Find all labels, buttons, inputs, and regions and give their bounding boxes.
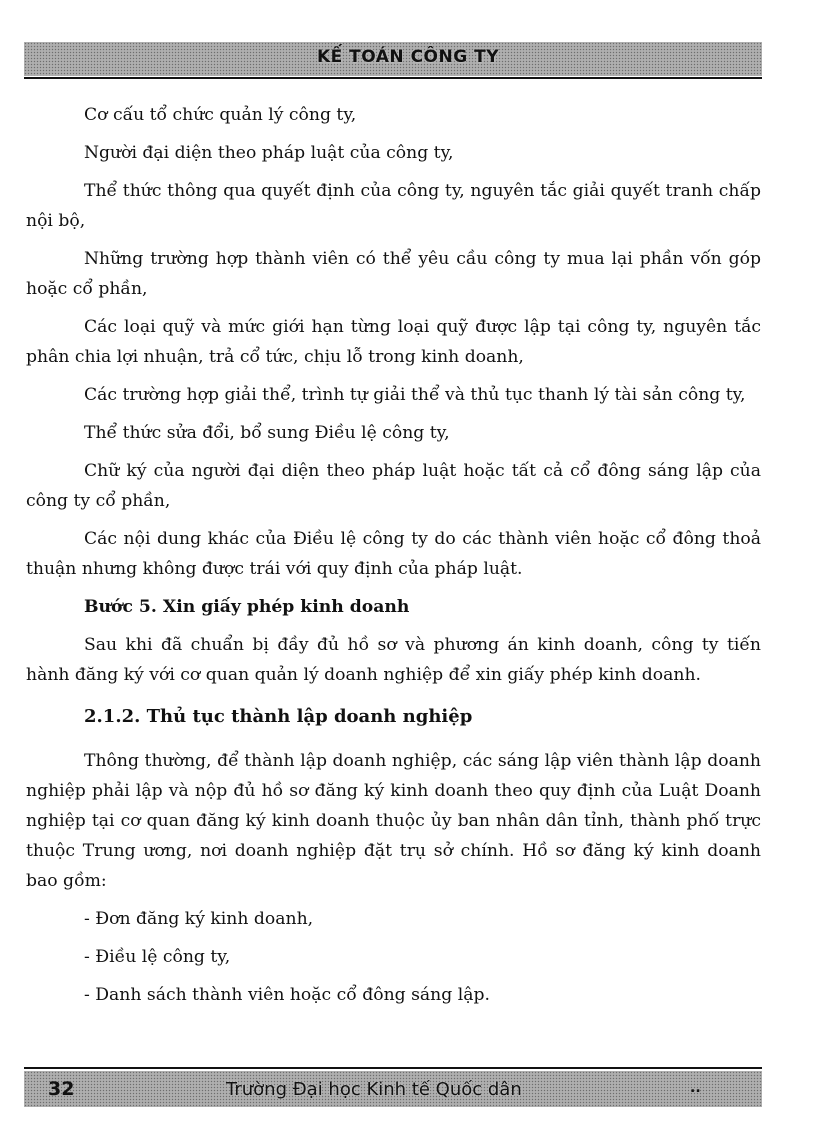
footer-rule xyxy=(24,1067,762,1069)
paragraph: Người đại diện theo pháp luật của công ty, xyxy=(84,143,454,163)
footer-dots: .. xyxy=(690,1080,701,1096)
page-body xyxy=(26,100,761,1018)
section-paragraph: Thông thường, để thành lập doanh nghiệp, các sáng lập viên thành lập doanh nghiệp phải lập và nộp đủ hồ sơ đăng ký kinh doanh theo quy định của Luật Doanh nghiệp tại cơ quan đăng ký kinh doanh thuộc ủy ban nhân dân tỉnh, thành phố trực thuộc Trung ương, nơi doanh nghiệp đặt trụ sở chính. Hồ sơ đăng ký kinh doanh bao gồm: xyxy=(26,751,761,891)
paragraph: Cơ cấu tổ chức quản lý công ty, xyxy=(84,105,357,125)
step-5-heading: Bước 5. Xin giấy phép kinh doanh xyxy=(84,597,410,617)
step-5-paragraph: Sau khi đã chuẩn bị đầy đủ hồ sơ và phương án kinh doanh, công ty tiến hành đăng ký với cơ quan quản lý doanh nghiệp để xin giấy phép kinh doanh. xyxy=(26,635,761,685)
page-number: 32 xyxy=(48,1078,75,1100)
paragraph: Các loại quỹ và mức giới hạn từng loại quỹ được lập tại công ty, nguyên tắc phân chia lợi nhuận, trả cổ tức, chịu lỗ trong kinh doanh, xyxy=(26,317,761,367)
running-footer-title: Trường Đại học Kinh tế Quốc dân xyxy=(226,1079,522,1100)
header-rule xyxy=(24,77,762,79)
list-item: - Đơn đăng ký kinh doanh, xyxy=(84,909,314,929)
paragraph: Thể thức sửa đổi, bổ sung Điều lệ công ty, xyxy=(84,423,450,443)
paragraph: Những trường hợp thành viên có thể yêu cầu công ty mua lại phần vốn góp hoặc cổ phần, xyxy=(26,249,761,299)
list-item: - Điều lệ công ty, xyxy=(84,947,231,967)
paragraph: Chữ ký của người đại diện theo pháp luật hoặc tất cả cổ đông sáng lập của công ty cổ phần, xyxy=(26,461,761,511)
paragraph: Các nội dung khác của Điều lệ công ty do các thành viên hoặc cổ đông thoả thuận nhưng không được trái với quy định của pháp luật. xyxy=(26,529,761,579)
section-heading: 2.1.2. Thủ tục thành lập doanh nghiệp xyxy=(84,706,473,727)
paragraph: Các trường hợp giải thể, trình tự giải thể và thủ tục thanh lý tài sản công ty, xyxy=(84,385,746,405)
list-item: - Danh sách thành viên hoặc cổ đông sáng lập. xyxy=(84,985,490,1005)
paragraph: Thể thức thông qua quyết định của công ty, nguyên tắc giải quyết tranh chấp nội bộ, xyxy=(26,181,761,231)
running-header-title: KẾ TOÁN CÔNG TY xyxy=(316,47,500,67)
